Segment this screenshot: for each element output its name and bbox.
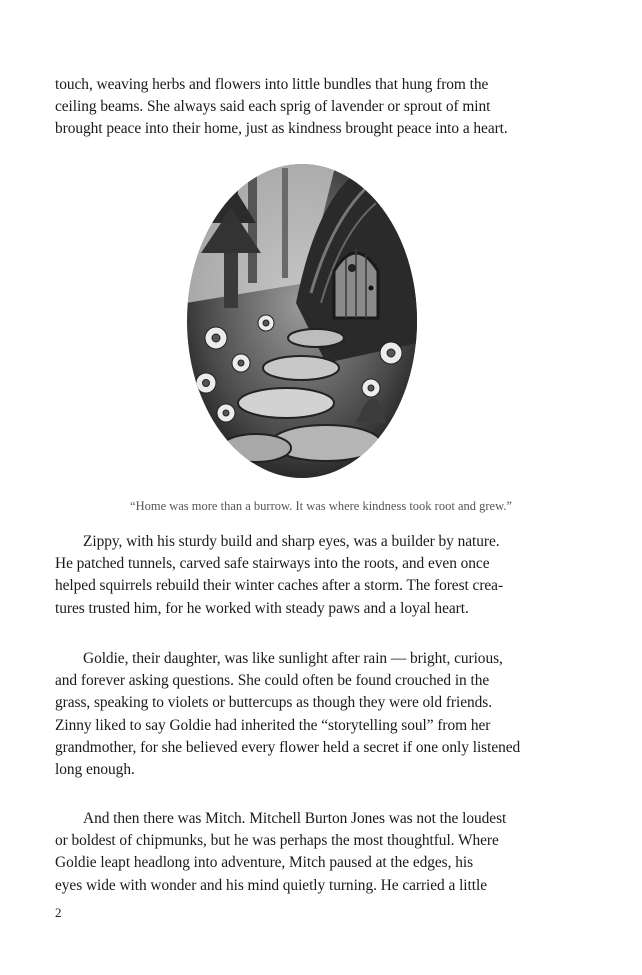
text-line: helped squirrels rebuild their winter caches after a storm. The forest crea-	[55, 577, 504, 595]
text-line: And then there was Mitch. Mitchell Burton Jones was not the loudest	[83, 810, 507, 827]
text-line: grandmother, for she believed every flower held a secret if one only listened	[55, 738, 521, 756]
intro-paragraph	[55, 74, 555, 141]
page-number: 2	[55, 905, 62, 920]
paragraph-mitch	[55, 808, 555, 897]
paragraph-zippy	[55, 531, 555, 620]
text-line: touch, weaving herbs and flowers into little bundles that hung from the	[55, 76, 489, 93]
text-line: Zippy, with his sturdy build and sharp eyes, was a builder by nature.	[83, 533, 500, 550]
text-line: Goldie leapt headlong into adventure, Mitch paused at the edges, his	[55, 854, 474, 872]
illustration-caption: “Home was more than a burrow. It was where kindness took root and grew.”	[130, 499, 512, 513]
text-line: Goldie, their daughter, was like sunlight after rain — bright, curious,	[83, 650, 503, 667]
text-line: eyes wide with wonder and his mind quietly turning. He carried a little	[55, 876, 487, 894]
paragraph-goldie	[55, 648, 555, 781]
text-line: He patched tunnels, carved safe stairways into the roots, and even once	[55, 555, 490, 573]
text-line: brought peace into their home, just as kindness brought peace into a heart.	[55, 120, 508, 138]
text-line: tures trusted him, for he worked with steady paws and a loyal heart.	[55, 599, 469, 617]
text-line: ceiling beams. She always said each sprig of lavender or sprout of mint	[55, 98, 491, 116]
text-line: or boldest of chipmunks, but he was perhaps the most thoughtful. Where	[55, 832, 499, 850]
burrow-door-illustration	[186, 163, 418, 479]
text-line: grass, speaking to violets or buttercups as though they were old friends.	[55, 694, 493, 712]
text-line: and forever asking questions. She could often be found crouched in the	[55, 672, 490, 690]
text-line: long enough.	[55, 761, 135, 779]
text-line: Zinny liked to say Goldie had inherited the “storytelling soul” from her	[55, 716, 491, 734]
